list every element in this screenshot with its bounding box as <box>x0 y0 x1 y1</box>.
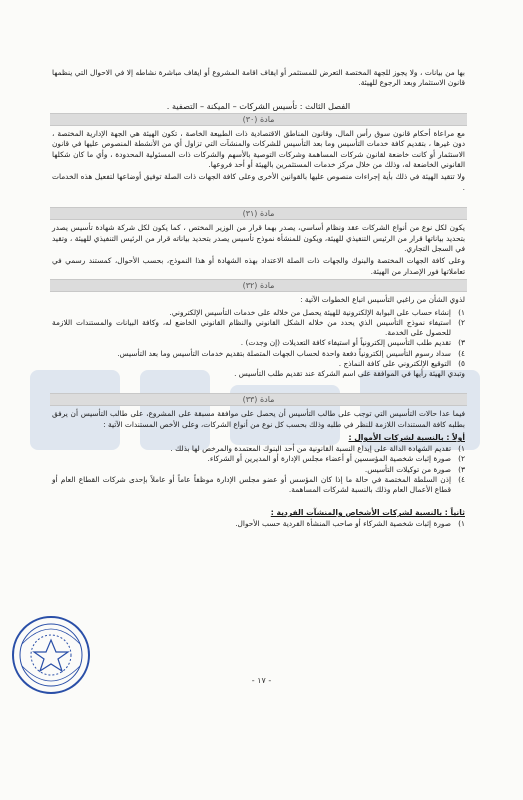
article-32-header <box>50 279 467 292</box>
list-item: ٣) صورة من توكيلات التأسيس. <box>364 464 465 474</box>
article-31-label: مادة (٣١) <box>242 209 275 219</box>
article-31-header <box>50 207 467 220</box>
article-30-header <box>50 113 467 126</box>
article-31-paragraph-2: وعلى كافة الجهات المختصة والبنوك والجهات ذات الصلة الاعتداد بهذه الشهادة أو هذا النموذج، بحسب الأحوال، كمستند رسمي في تعاملاتها فور الإصدار من الهيئة. <box>52 256 465 276</box>
list-item: ٢) صورة إثبات شخصية المؤسسين أو أعضاء مجلس الإدارة أو المديرين أو الشركاء. <box>207 454 465 464</box>
list-item: ٣) تقديم طلب التأسيس إلكترونياً أو استيفاء كافة التعديلات (إن وجدت) . <box>240 338 465 348</box>
list-item: ٥) التوقيع الإلكتروني على كافة النماذج . <box>338 358 465 368</box>
list-item: ٤) إذن السلطة المختصة في حالة ما إذا كان المؤسس أو عضو مجلس الإدارة موظفاً عاماً أو عاملاً بإحدى شركات القطاع العام أو قطاع الأعمال العام وذلك بالنسبة لشركات المساهمة. <box>52 474 465 494</box>
article-33-header <box>50 393 467 406</box>
article-33-list-2 <box>52 519 465 529</box>
article-33-subheading-2: ثانياً : بالنسبة لشركات الأشخاص والمنشآت الفردية : <box>270 508 465 518</box>
article-32-outro: وتبدي الهيئة رأيها في الموافقة على اسم الشركة عند تقديم طلب التأسيس . <box>234 368 465 378</box>
intro-paragraph: بها من بيانات ، ولا يجوز للجهة المختصة التعرض للمستثمر أو ايقاف اقامة المشروع أو ايقاف مباشرة نشاطه إلا في الاحوال التي ينظمها قانون الاستثمار وبعد الرجوع للهيئة. <box>52 68 465 88</box>
article-31-paragraph-1: يكون لكل نوع من أنواع الشركات عقد ونظام أساسي، يصدر بهما قرار من الوزير المختص ، كما يكون لكل شركة شهادة تأسيس يصدر بتحديد بياناتها قرار من الرئيس التنفيذي للهيئة، ويكون للمنشأة نموذج تأسيس يصدر بتحديد بياناته قرار من الرئيس التنفيذي للهيئة ، وتقيد في السجل التجاري. <box>52 223 465 254</box>
list-item: ١) تقديم الشهادة الدالة على إيداع النسبة القانونية من أحد البنوك المعتمدة والمرخص لها بذلك . <box>170 444 465 454</box>
article-30-paragraph-1: مع مراعاة أحكام قانون سوق رأس المال، وقانون المناطق الاقتصادية ذات الطبيعة الخاصة ، تكون الهيئة هي الجهة الإدارية المختصة ، دون غيرها ، بتقديم كافة خدمات التأسيس وما بعد التأسيس للشركات والمنشآت التي تزاول أي من الأنشطة المنصوص عليها في قانون الاستثمار أو كانت خاضعة لقانون شركات المساهمة وشركات التوصية بالأسهم والشركات ذات المسئولية المحدودة ، وأي ما كان شكلها القانوني الخاضعة له، وذلك من خلال مركز خدمات المستثمرين بالهيئة أو أحد فروعها. <box>52 128 465 170</box>
article-30-label: مادة (٣٠) <box>242 114 275 124</box>
page-number: - ١٧ - <box>251 676 272 685</box>
article-32-steps <box>52 308 465 369</box>
page-content <box>52 68 465 529</box>
list-item: ١) صورة إثبات شخصية الشركاء أو صاحب المنشأة الفردية حسب الأحوال. <box>235 519 465 529</box>
list-item: ٤) سداد رسوم التأسيس إلكترونياً دفعة واحدة لحساب الجهات المتصلة بتقديم خدمات التأسيس وما بعد التأسيس. <box>117 348 465 358</box>
article-33-label: مادة (٣٣) <box>242 395 275 405</box>
list-item: ١) إنشاء حساب على البوابة الإلكترونية للهيئة يحصل من خلاله على خدمات التأسيس الإلكتروني. <box>169 307 465 317</box>
article-32-intro: لذوي الشأن من راغبي التأسيس اتباع الخطوات الآتية : <box>300 295 465 305</box>
article-33-list-1 <box>52 444 465 495</box>
article-30-paragraph-2: ولا تتقيد الهيئة في ذلك بأية إجراءات منصوص عليها بالقوانين الأخرى وعلى كافة الجهات ذات الصلة توفيق أوضاعها لتفعيل هذه الخدمات . <box>52 172 465 192</box>
article-33-paragraph-1: فيما عدا حالات التأسيس التي توجب على طالب التأسيس أن يحصل على موافقة مسبقة على المشروع، على طالب التأسيس أن يرفق بطلبه كافة المستندات اللازمة للنظر في طلبه وذلك بحسب كل نوع من أنواع الشركات، وعلى الأخص المستندات الآتية : <box>52 409 465 429</box>
chapter-title: الفصل الثالث : تأسيس الشركات – الميكنة – التصفية . <box>166 100 351 111</box>
article-32-label: مادة (٣٢) <box>242 281 275 291</box>
list-item: ٢) استيفاء نموذج التأسيس الذي يحدد من خلاله الشكل القانوني والنظام القانوني الخاضع له، وكافة البيانات والمستندات اللازمة للحصول على الخدمة. <box>52 317 465 338</box>
article-33-subheading-1: أولاً : بالنسبة لشركات الأموال : <box>348 433 465 443</box>
